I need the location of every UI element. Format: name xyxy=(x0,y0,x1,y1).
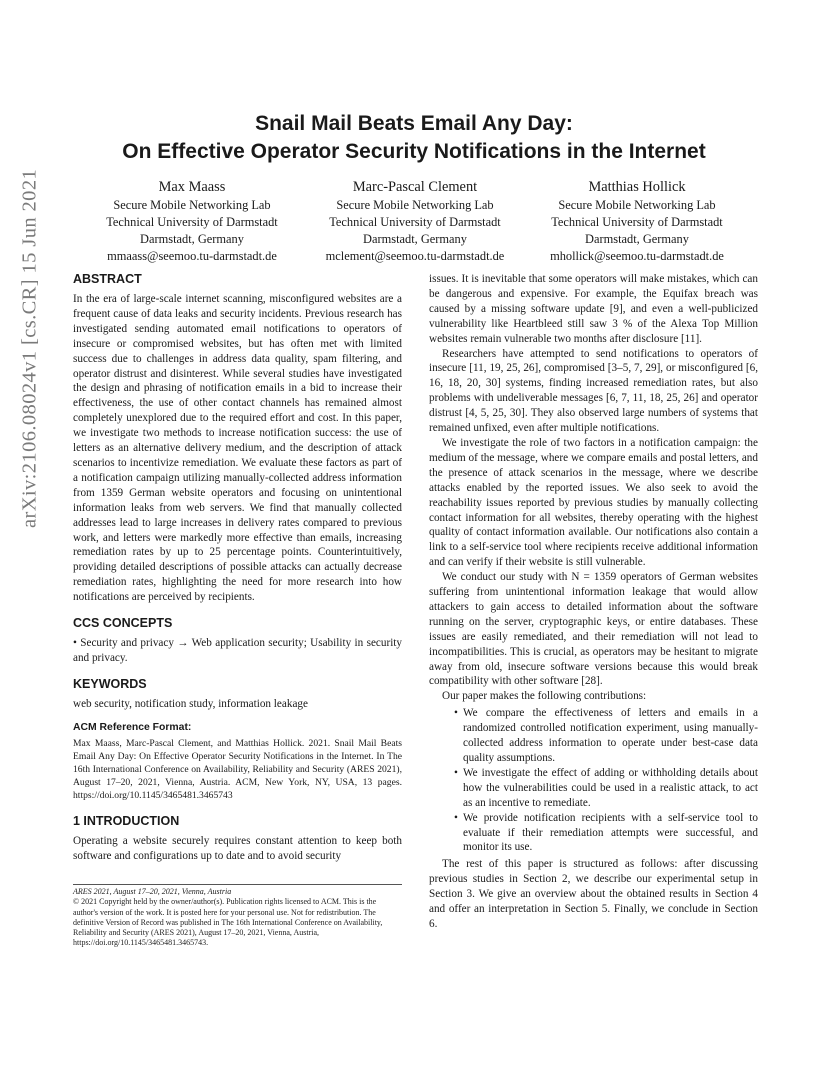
author-block xyxy=(303,178,527,265)
list-item: • We provide notification recipients with a self-service tool to evaluate if their remediation attempts were successful, and monitor its use. xyxy=(463,811,758,856)
contributions-list xyxy=(429,706,758,855)
ccs-concepts-text: • Security and privacy → Web application security; Usability in security and privacy. xyxy=(73,637,402,664)
left-column xyxy=(73,272,402,863)
author-name: Max Maass xyxy=(158,179,226,195)
author-city: Darmstadt, Germany xyxy=(140,232,244,246)
ccs-concepts-heading: CCS CONCEPTS xyxy=(73,616,173,631)
arxiv-identifier: arXiv:2106.08024v1 [cs.CR] 15 Jun 2021 xyxy=(18,168,41,528)
author-university: Technical University of Darmstadt xyxy=(329,215,501,229)
acm-reference-text: Max Maass, Marc-Pascal Clement, and Matthias Hollick. 2021. Snail Mail Beats Email Any Day: On Effective Operator Security Notifications in the Internet. In The 16th International Conference on Availability, Reliability and Security (ARES 2021), August 17–20, 2021, Vienna, Austria. ACM, New York, NY, USA, 13 pages. https://doi.org/10.1145/3465481.3465743 xyxy=(73,737,402,802)
author-name: Marc-Pascal Clement xyxy=(352,179,478,195)
author-city: Darmstadt, Germany xyxy=(363,232,467,246)
introduction-heading: 1 INTRODUCTION xyxy=(73,813,180,828)
author-email: mhollick@seemoo.tu-darmstadt.de xyxy=(550,249,724,263)
author-name: Matthias Hollick xyxy=(588,179,686,195)
footnote-rule xyxy=(73,884,402,885)
paragraph: The rest of this paper is structured as follows: after discussing previous studies in Section 2, we describe our experimental setup in Section 3. We give an overview about the obtained results in Section 4 and offer an interpretation in Section 5. Finally, we conclude in Section 6. xyxy=(429,858,758,930)
introduction-paragraph: Operating a website securely requires constant attention to keep both software and configurations up to date and to avoid security xyxy=(73,834,402,862)
author-lab: Secure Mobile Networking Lab xyxy=(113,198,271,212)
author-block xyxy=(80,178,304,265)
list-item: • We investigate the effect of adding or withholding details about how the vulnerabilities could be used in a realistic attack, to act as an incentive to remediate. xyxy=(463,766,758,811)
keywords-heading: KEYWORDS xyxy=(73,676,147,691)
author-lab: Secure Mobile Networking Lab xyxy=(558,198,716,212)
footnote-copyright: © 2021 Copyright held by the owner/author(s). Publication rights licensed to ACM. This is the author's version of the work. It is posted here for your personal use. Not for redistribution. The definitive Version of Record was published in The 16th International Conference on Availability, Reliability and Security (ARES 2021), August 17–20, 2021, Vienna, Austria, https://doi.org/10.1145/3465481.3465743. xyxy=(73,897,383,948)
acm-reference xyxy=(73,721,402,803)
author-university: Technical University of Darmstadt xyxy=(551,215,723,229)
footnote xyxy=(73,884,402,949)
abstract-text: In the era of large-scale internet scanning, misconfigured websites are a frequent cause of data leaks and security incidents. Previous research has investigated sending automated email notifications to operators of insecure or compromised websites, but has often met with limited success due to challenges in address data quality, spam filtering, and operator distrust and disinterest. While several studies have investigated the design and phrasing of notification emails in a bid to increase their effectiveness, the use of other contact channels has remained almost completely unexplored due to the required effort and cost. In this paper, we investigate two methods to increase notification success: the use of letters as an alternative delivery medium, and the description of attack scenarios to incentivize remediation. We evaluate these factors as part of a notification campaign utilizing manually-collected address information from 1359 German website operators and focusing on unintentional information leaks from web servers. We find that manually collected addresses lead to large increases in delivery rates compared to previous work, and letters were markedly more effective than emails, increasing remediation rates by up to 25 percentage points. Counterintuitively, providing detailed descriptions of possible attacks can actually decrease remediation rates, highlighting the need for more research into how notifications are perceived by recipients. xyxy=(73,293,402,604)
acm-reference-heading: ACM Reference Format: xyxy=(73,721,192,733)
abstract-heading: ABSTRACT xyxy=(73,272,142,286)
list-item: • We compare the effectiveness of letters and emails in a randomized controlled notification experiment, using manually-collected address information to operate under best-case data quality assumptions. xyxy=(463,706,758,766)
author-lab: Secure Mobile Networking Lab xyxy=(336,198,494,212)
author-block xyxy=(525,178,749,265)
author-email: mclement@seemoo.tu-darmstadt.de xyxy=(325,249,505,263)
keywords-text: web security, notification study, information leakage xyxy=(73,697,308,710)
author-city: Darmstadt, Germany xyxy=(585,232,689,246)
paragraph: We investigate the role of two factors in a notification campaign: the medium of the message, where we compare emails and postal letters, and the presence of attack scenarios in the message, where we describe attacks enabled by the reported issues. We also seek to avoid the reachability issues reported by previous studies by manually collecting contact information for all websites, thereby operating with the highest quality of contact information available. Our notifications also contain a link to a self-service tool where recipients receive additional information and can verify if their website is still vulnerable. xyxy=(429,436,758,569)
paragraph: issues. It is inevitable that some operators will make mistakes, which can be dangerous and expensive. For example, the Equifax breach was caused by a missing software update [9], and even a well-publicized vulnerability like Heartbleed still saw 3 % of the Alexa Top Million websites remain vulnerable two months after disclosure [11]. xyxy=(429,273,758,345)
paper-title-line-1: Snail Mail Beats Email Any Day: xyxy=(255,112,573,135)
right-column xyxy=(429,272,758,932)
footnote-venue: ARES 2021, August 17–20, 2021, Vienna, Austria xyxy=(73,887,232,896)
author-university: Technical University of Darmstadt xyxy=(106,215,278,229)
paragraph: Our paper makes the following contributions: xyxy=(442,690,647,703)
author-email: mmaass@seemoo.tu-darmstadt.de xyxy=(107,249,277,263)
paragraph: Researchers have attempted to send notifications to operators of insecure [11, 19, 25, 26], compromised [3–5, 7, 29], or misconfigured [6, 16, 18, 20, 30] systems, finding increased remediation rates, but also problems with undeliverable messages [6, 7, 11, 18, 25, 26] and operator distrust [4, 5, 25, 30]. They also observed large numbers of systems that remained unfixed, even after multiple notifications. xyxy=(429,347,758,435)
paragraph: We conduct our study with N = 1359 operators of German websites suffering from unintentional information leakage that would allow attackers to gain access to detailed information about the software running on the server, cryptographic keys, or entire databases. These issues are easily remediated, and their remediation will not lead to incompatibilities. This is crucial, as operators may be hesitant to migrate away from old, insecure software versions because this would break compatibility with other software [28]. xyxy=(429,571,758,688)
paper-title-line-2: On Effective Operator Security Notifications in the Internet xyxy=(122,140,706,163)
